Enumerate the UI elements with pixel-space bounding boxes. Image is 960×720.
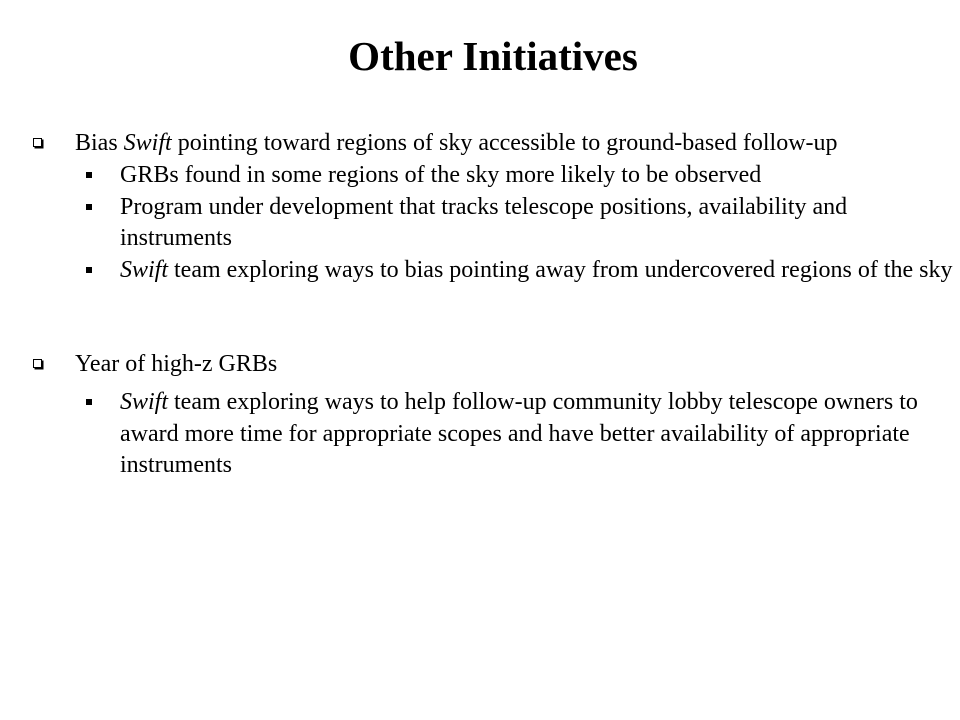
bullet-1-rest: pointing toward regions of sky accessible to ground-based follow-up [177, 130, 838, 156]
sub-bullet-1-3-italic: Swift [120, 256, 169, 283]
sub-bullet-2-1 [0, 387, 960, 482]
sub-bullet-2-1-italic: Swift [120, 389, 169, 415]
sub-bullet-1-1-text: GRBs found in some regions of the sky more likely to be observed [120, 162, 762, 188]
sub-bullet-1-3-text: team exploring ways to bias pointing away from undercovered regions of the sky [174, 256, 953, 283]
bullet-2-lead: Year of high-z GRBs [75, 351, 278, 377]
bullet-1 [0, 127, 960, 159]
sub-bullet-2-1-text: team exploring ways to help follow-up community lobby telescope owners to award more time for appropriate scopes and have better availability of appropriate instruments [120, 389, 918, 478]
sub-bullet-2-1-text-wrap [120, 387, 960, 482]
sub-bullet-1-3 [0, 255, 960, 287]
sub-bullet-1-2 [0, 192, 960, 255]
sub-bullet-1-1 [0, 160, 960, 192]
bullet-2-sublist [0, 387, 960, 482]
hollow-square-bullet-icon [33, 359, 42, 368]
bullet-1-italic: Swift [123, 130, 172, 156]
bullet-1-sublist [0, 160, 960, 286]
filled-square-bullet-icon [86, 204, 92, 210]
bullet-group-2 [0, 348, 960, 482]
sub-bullet-1-3-text-wrap [120, 255, 960, 287]
filled-square-bullet-icon [86, 172, 92, 178]
sub-bullet-1-2-text: Program under development that tracks telescope positions, availability and instruments [120, 193, 848, 251]
filled-square-bullet-icon [86, 267, 92, 273]
bullet-2 [0, 348, 960, 380]
bullet-group-1 [0, 127, 960, 286]
bullet-1-lead: Bias [75, 130, 118, 156]
hollow-square-bullet-icon [33, 138, 42, 147]
slide-title: Other Initiatives [348, 33, 638, 79]
filled-square-bullet-icon [86, 399, 92, 405]
